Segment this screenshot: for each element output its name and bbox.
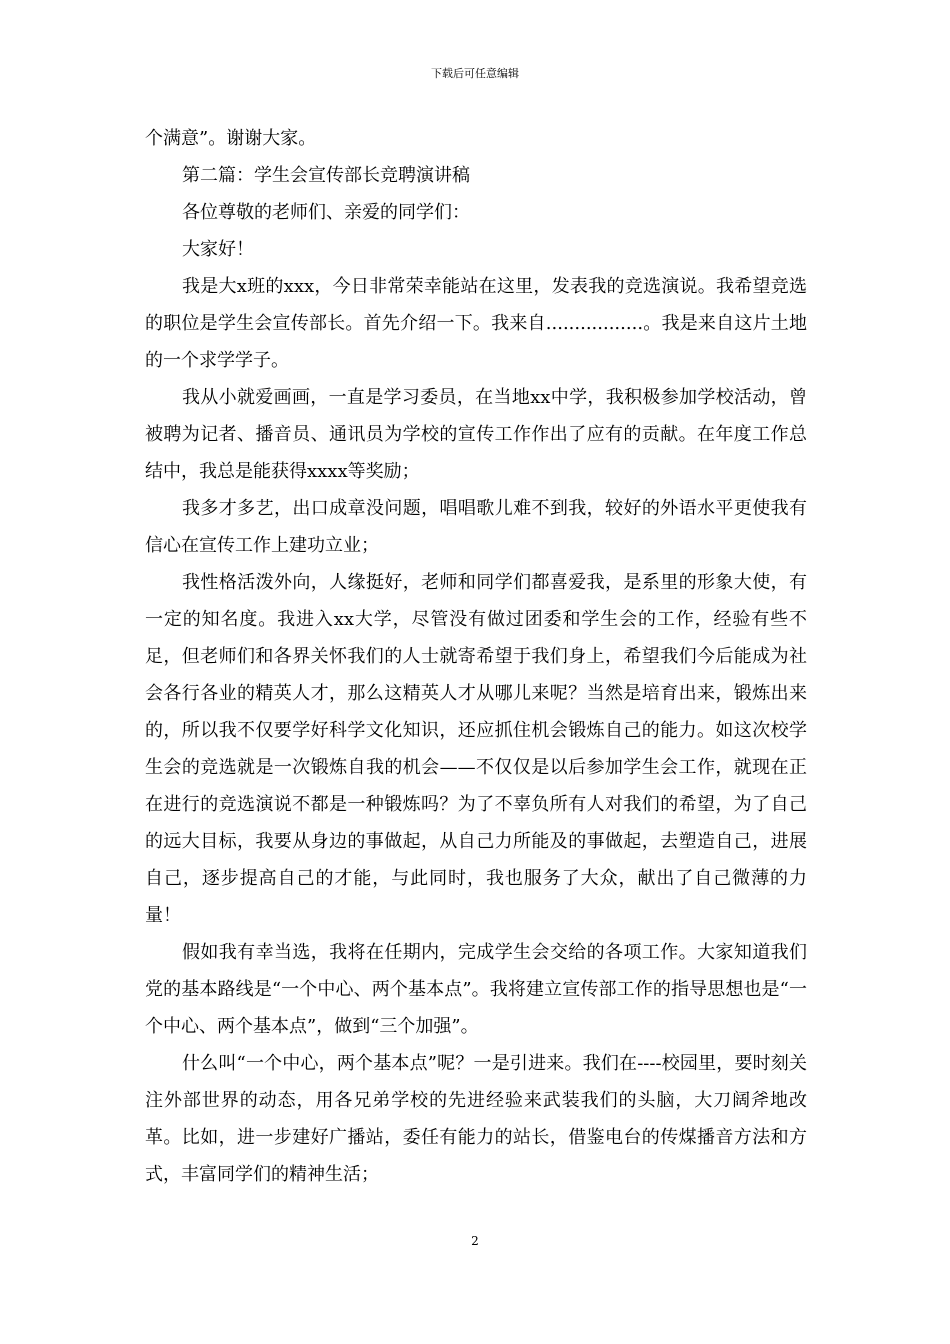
page-number: 2 — [471, 1234, 479, 1248]
paragraph-explanation: 什么叫“一个中心，两个基本点”呢？一是引进来。我们在----校园里，要时刻关注外部世界的动态，用各兄弟学校的先进经验来武装我们的头脑，大刀阔斧地改革。比如，进一步建好广播站，委任有能力的站长，借鉴电台的传煤播音方法和方式，丰富同学们的精神生活； — [145, 1053, 807, 1185]
paragraph-experience: 我从小就爱画画，一直是学习委员，在当地xx中学，我积极参加学校活动，曾被聘为记者、播音员、通讯员为学校的宣传工作作出了应有的贡献。在年度工作总结中，我总是能获得xxxx等奖励； — [145, 387, 807, 482]
paragraph-plan: 假如我有幸当选，我将在任期内，完成学生会交给的各项工作。大家知道我们党的基本路线是“一个中心、两个基本点”。我将建立宣传部工作的指导思想也是“一个中心、两个基本点”，做到“三个加强”。 — [145, 942, 807, 1037]
paragraph-personality: 我性格活泼外向，人缘挺好，老师和同学们都喜爱我，是系里的形象大使，有一定的知名度。我进入xx大学，尽管没有做过团委和学生会的工作，经验有些不足，但老师们和各界关怀我们的人士就寄希望于我们身上，希望我们今后能成为社会各行各业的精英人才，那么这精英人才从哪儿来呢？当然是培育出来，锻炼出来的，所以我不仅要学好科学文化知识，还应抓住机会锻炼自己的能力。如这次校学生会的竞选就是一次锻炼自我的机会——不仅仅是以后参加学生会工作，就现在正在进行的竞选演说不都是一种锻炼吗？为了不辜负所有人对我们的希望，为了自己的远大目标，我要从身边的事做起，从自己力所能及的事做起，去塑造自己，进展自己，逐步提高自己的才能，与此同时，我也服务了大众，献出了自己微薄的力量！ — [145, 572, 807, 926]
page-header: 下载后可任意编辑 — [431, 67, 519, 80]
document-body — [145, 120, 807, 1193]
paragraph-talents: 我多才多艺，出口成章没问题，唱唱歌儿难不到我，较好的外语水平更使我有信心在宣传工作上建功立业； — [145, 498, 807, 556]
paragraph-title: 第二篇：学生会宣传部长竞聘演讲稿 — [182, 165, 470, 186]
paragraph-greeting: 大家好！ — [182, 239, 254, 260]
paragraph-introduction: 我是大x班的xxx，今日非常荣幸能站在这里，发表我的竞选演说。我希望竞选的职位是学生会宣传部长。首先介绍一下。我来自.................。我是来自这片土地的一个求学学子。 — [145, 276, 807, 371]
paragraph-closing: 个满意”。谢谢大家。 — [145, 128, 317, 149]
paragraph-salutation: 各位尊敬的老师们、亲爱的同学们： — [182, 202, 470, 223]
